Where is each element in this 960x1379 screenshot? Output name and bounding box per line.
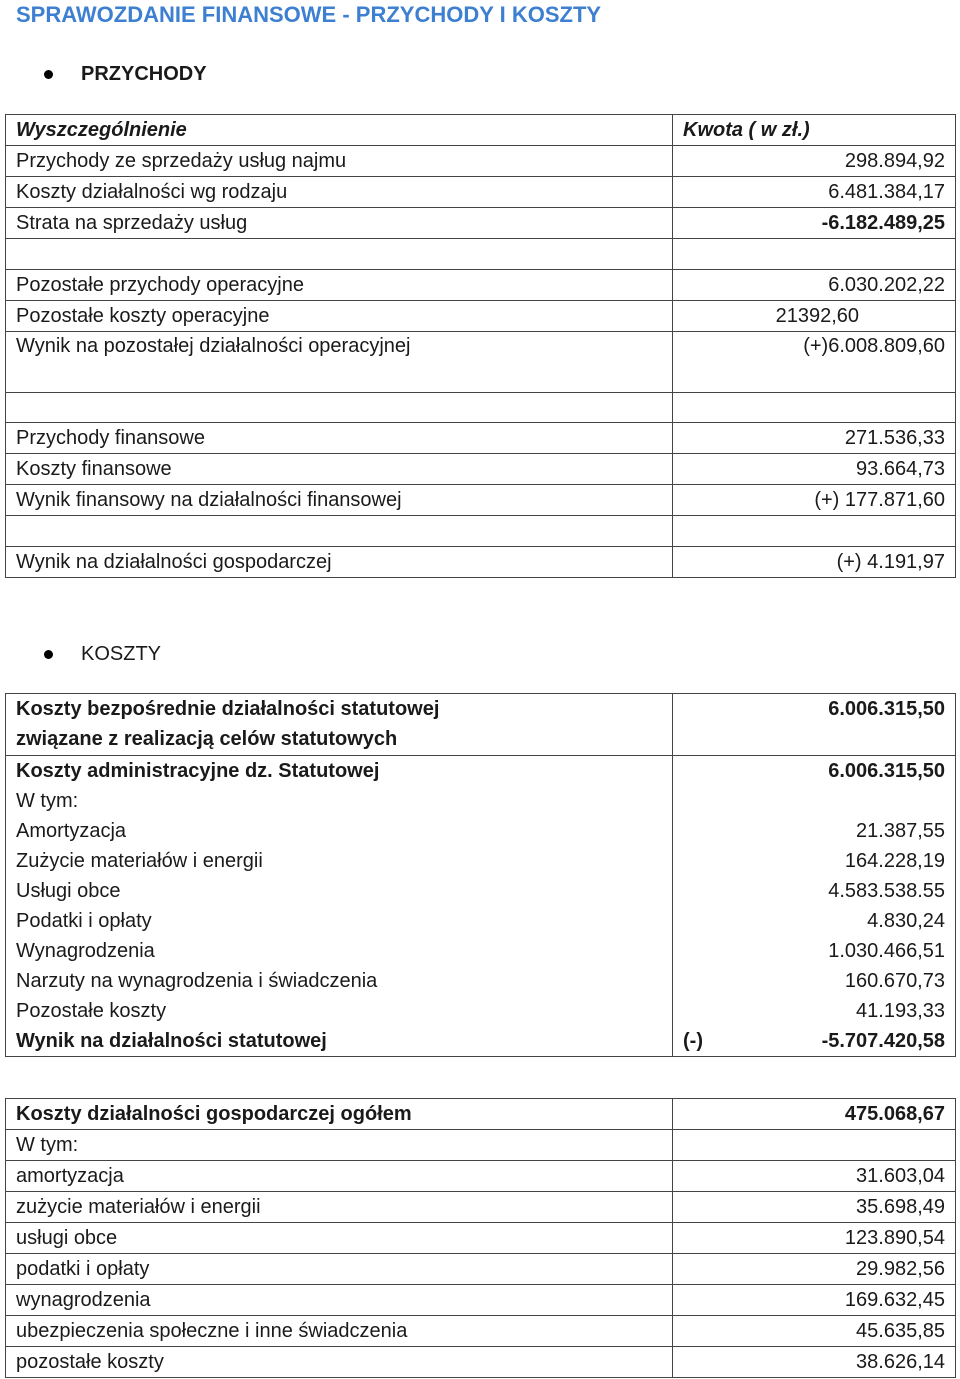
cost-item-label: amortyzacja (6, 1161, 673, 1192)
row-amount: 21392,60 (673, 301, 956, 332)
cost-item-label: ubezpieczenia społeczne i inne świadczenia (6, 1316, 673, 1347)
table-row (6, 146, 956, 177)
row-label (6, 393, 673, 423)
table-row-empty (6, 393, 956, 423)
table-row (6, 177, 956, 208)
cost-item-amount: 21.387,55 (856, 820, 945, 842)
row-label: Przychody ze sprzedaży usług najmu (6, 146, 673, 177)
business-costs-table (5, 1098, 956, 1378)
row-amount (673, 1130, 956, 1161)
row-amount (673, 694, 956, 756)
table-row (6, 547, 956, 578)
table-row (6, 270, 956, 301)
cost-item-amount: 35.698,49 (673, 1192, 956, 1223)
page-title: SPRAWOZDANIE FINANSOWE - PRZYCHODY I KOSZTY (16, 2, 602, 27)
cost-item-amount: 45.635,85 (673, 1316, 956, 1347)
table-row (6, 1347, 956, 1378)
bullet-icon (44, 650, 53, 659)
result-value: -5.707.420,58 (821, 1030, 945, 1052)
cost-item-label: podatki i opłaty (6, 1254, 673, 1285)
cost-item-label: Narzuty na wynagrodzenia i świadczenia (16, 970, 378, 992)
row-label: Koszty działalności gospodarczej ogółem (6, 1099, 673, 1130)
cost-item-amount: 169.632,45 (673, 1285, 956, 1316)
row-label (6, 239, 673, 270)
row-amount (673, 516, 956, 547)
row-amount: 475.068,67 (673, 1099, 956, 1130)
table-row (6, 485, 956, 516)
row-label: Koszty działalności wg rodzaju (6, 177, 673, 208)
table-row-empty (6, 516, 956, 547)
revenues-table (5, 114, 956, 578)
cost-item-amount: 38.626,14 (673, 1347, 956, 1378)
column-header-amount: Kwota ( w zł.) (673, 115, 956, 146)
row-amount: (+) 4.191,97 (673, 547, 956, 578)
table-row (6, 1130, 956, 1161)
table-row (6, 1192, 956, 1223)
section-title: PRZYCHODY (81, 63, 207, 85)
table-row (6, 301, 956, 332)
row-label: Przychody finansowe (6, 423, 673, 454)
cost-item-label: Podatki i opłaty (16, 910, 152, 932)
table-row (6, 1316, 956, 1347)
row-label: Pozostałe koszty operacyjne (6, 301, 673, 332)
row-amount-value: 6.006.315,50 (828, 698, 945, 720)
cost-item-label: Wynagrodzenia (16, 940, 155, 962)
cost-item-label: Pozostałe koszty (16, 1000, 167, 1022)
cost-item-amount: 164.228,19 (844, 850, 945, 872)
wtym-label: W tym: (6, 1130, 673, 1161)
cost-item-label: Usługi obce (16, 880, 121, 902)
row-label: Strata na sprzedaży usług (6, 208, 673, 239)
bullet-icon (44, 70, 53, 79)
result-amount (683, 1026, 945, 1056)
row-amount (673, 239, 956, 270)
table-row (6, 694, 956, 756)
cost-item-amount: 4.830,24 (867, 910, 945, 932)
row-label: Koszty finansowe (6, 454, 673, 485)
result-sign: (-) (683, 1030, 703, 1052)
table-row (6, 1285, 956, 1316)
section-title: KOSZTY (81, 643, 162, 665)
row-amount: 6.481.384,17 (673, 177, 956, 208)
row-amount: 271.536,33 (673, 423, 956, 454)
cost-item-label: Amortyzacja (16, 820, 127, 842)
cost-item-amount: 160.670,73 (844, 970, 945, 992)
table-row (6, 332, 956, 393)
cost-item-amount: 41.193,33 (856, 1000, 945, 1022)
result-label: Wynik na działalności statutowej (16, 1030, 327, 1052)
wtym-label: W tym: (16, 790, 79, 812)
table-row-group (6, 756, 956, 1057)
row-amount-value: 6.006.315,50 (828, 760, 945, 782)
cost-item-label: usługi obce (6, 1223, 673, 1254)
table-row (6, 1161, 956, 1192)
row-amount: 298.894,92 (673, 146, 956, 177)
row-amount: (+)6.008.809,60 (673, 332, 956, 393)
cost-item-amount: 31.603,04 (673, 1161, 956, 1192)
row-label (6, 516, 673, 547)
table-row (6, 1223, 956, 1254)
table-row-empty (6, 239, 956, 270)
table-header-row (6, 1099, 956, 1130)
row-label: Pozostałe przychody operacyjne (6, 270, 673, 301)
column-header-label: Wyszczególnienie (6, 115, 673, 146)
row-label: Wynik finansowy na działalności finansowej (6, 485, 673, 516)
table-row (6, 454, 956, 485)
statutory-costs-table (5, 693, 956, 1057)
row-amount: (+) 177.871,60 (673, 485, 956, 516)
row-amount: -6.182.489,25 (673, 208, 956, 239)
row-amount-value (683, 786, 945, 816)
row-label (6, 694, 673, 756)
table-header-row (6, 115, 956, 146)
row-amount (673, 756, 956, 1057)
cost-item-amount: 1.030.466,51 (828, 940, 945, 962)
row-amount: 93.664,73 (673, 454, 956, 485)
cost-item-amount: 4.583.538.55 (828, 880, 945, 902)
cost-item-label: Zużycie materiałów i energii (16, 850, 263, 872)
cost-item-amount: 123.890,54 (673, 1223, 956, 1254)
row-amount: 6.030.202,22 (673, 270, 956, 301)
row-label (6, 756, 673, 1057)
row-label-line: związane z realizacją celów statutowych (16, 728, 398, 750)
row-label: Wynik na działalności gospodarczej (6, 547, 673, 578)
row-label-line: Koszty administracyjne dz. Statutowej (16, 760, 380, 782)
row-label: Wynik na pozostałej działalności operacyjnej (6, 332, 673, 393)
cost-item-label: zużycie materiałów i energii (6, 1192, 673, 1223)
cost-item-label: pozostałe koszty (6, 1347, 673, 1378)
table-row (6, 423, 956, 454)
table-row (6, 208, 956, 239)
table-row (6, 1254, 956, 1285)
row-label-line: Koszty bezpośrednie działalności statutowej (16, 698, 440, 720)
row-amount (673, 393, 956, 423)
cost-item-amount: 29.982,56 (673, 1254, 956, 1285)
cost-item-label: wynagrodzenia (6, 1285, 673, 1316)
